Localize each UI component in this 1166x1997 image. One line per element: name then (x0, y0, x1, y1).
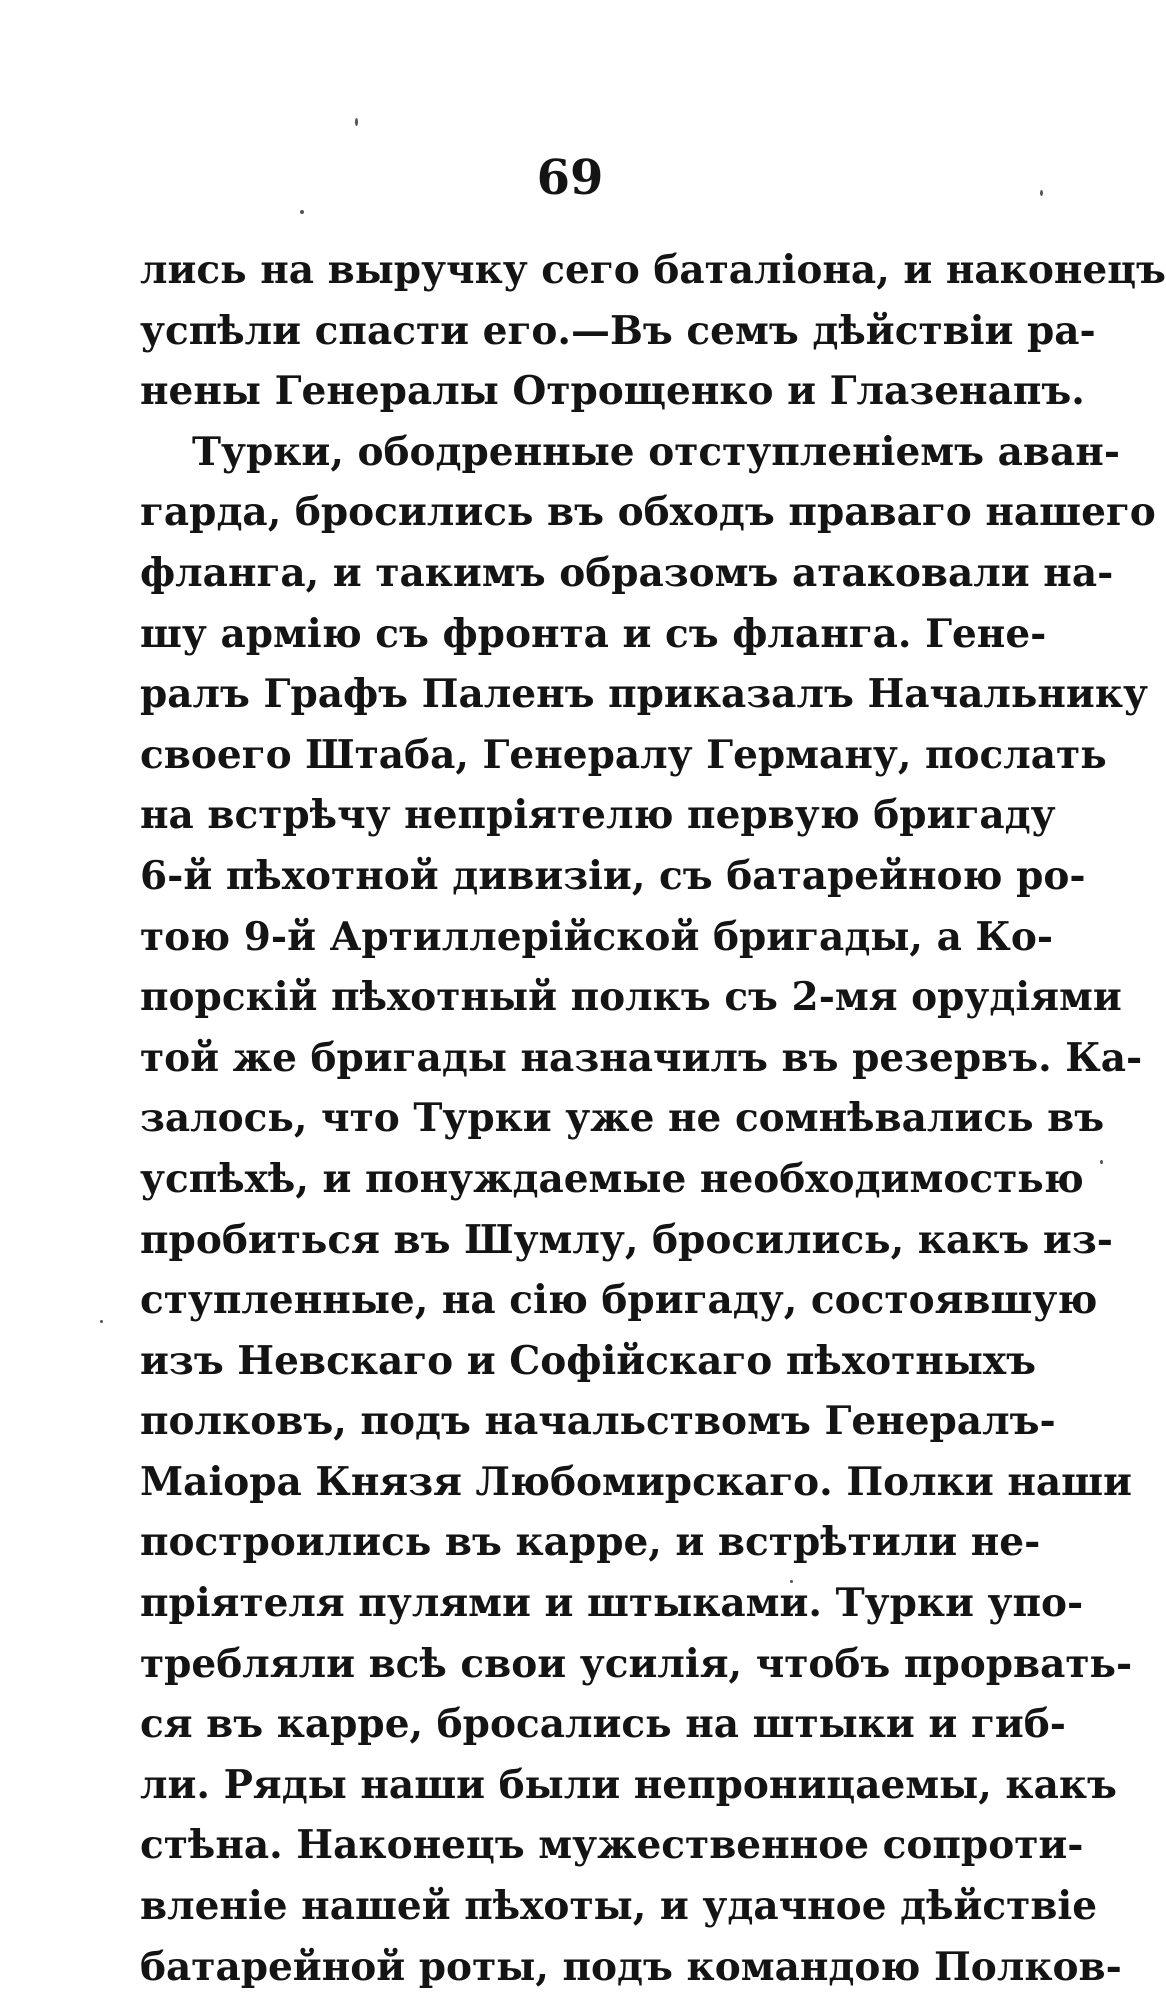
text-line: стѣна. Наконецъ мужественное сопроти- (140, 1822, 1084, 1869)
text-line: своего Штаба, Генералу Герману, послать (140, 731, 1107, 778)
text-line: требляли всѣ свои усилія, чтобъ прорвать- (140, 1640, 1133, 1687)
text-line: на встрѣчу непріятелю первую бригаду (140, 792, 1056, 839)
ink-speck (300, 210, 304, 214)
body-text (140, 240, 1166, 1997)
ink-speck (355, 118, 358, 126)
text-line: нены Генералы Отрощенко и Глазенапъ. (140, 368, 1085, 415)
text-line: тою 9-й Артиллерійской бригады, а Ко- (140, 913, 1054, 960)
text-line: ся въ карре, бросались на штыки и гиб- (140, 1701, 1066, 1748)
text-line: лись на выручку сего баталіона, и наконецъ (140, 247, 1166, 293)
text-line: той же бригады назначилъ въ резервъ. Ка- (140, 1034, 1143, 1081)
text-line: залось, что Турки уже не сомнѣвались въ (140, 1095, 1105, 1142)
text-line: ли. Ряды наши были непроницаемы, какъ (140, 1761, 1117, 1808)
text-line: Турки, ободренные отступленіемъ аван- (192, 428, 1121, 475)
text-line: успѣли спасти его.—Въ семъ дѣйствіи ра- (140, 307, 1096, 354)
text-line: полковъ, подъ начальствомъ Генералъ- (140, 1398, 1056, 1445)
text-line: вленіе нашей пѣхоты, и удачное дѣйствіе (140, 1883, 1098, 1930)
text-line: фланга, и такимъ образомъ атаковали на- (140, 549, 1114, 596)
page-number: 69 (536, 150, 604, 206)
text-line: батарейной роты, подъ командою Полков- (140, 1943, 1122, 1990)
ink-speck (1100, 1160, 1103, 1164)
text-line: пріятеля пулями и штыками. Турки упо- (140, 1580, 1084, 1627)
text-line: успѣхѣ, и понуждаемые необходимостью (140, 1155, 1084, 1202)
text-line: 6-й пѣхотной дивизіи, съ батарейною ро- (140, 852, 1086, 899)
ink-speck (100, 1320, 103, 1323)
text-line: ступленные, на сію бригаду, состоявшую (140, 1277, 1098, 1324)
text-line: пробиться въ Шумлу, бросились, какъ из- (140, 1216, 1113, 1263)
text-line: построились въ карре, и встрѣтили не- (140, 1519, 1041, 1566)
text-line: Маіора Князя Любомирскаго. Полки наши (140, 1458, 1132, 1505)
text-line: изъ Невскаго и Софійскаго пѣхотныхъ (140, 1337, 1037, 1384)
text-line: порскій пѣхотный полкъ съ 2-мя орудіями (140, 974, 1122, 1021)
text-line: гарда, бросились въ обходъ праваго нашего (140, 489, 1156, 536)
text-line: ралъ Графъ Паленъ приказалъ Начальнику (140, 671, 1148, 718)
text-line: шу армію съ фронта и съ фланга. Гене- (140, 610, 1047, 657)
